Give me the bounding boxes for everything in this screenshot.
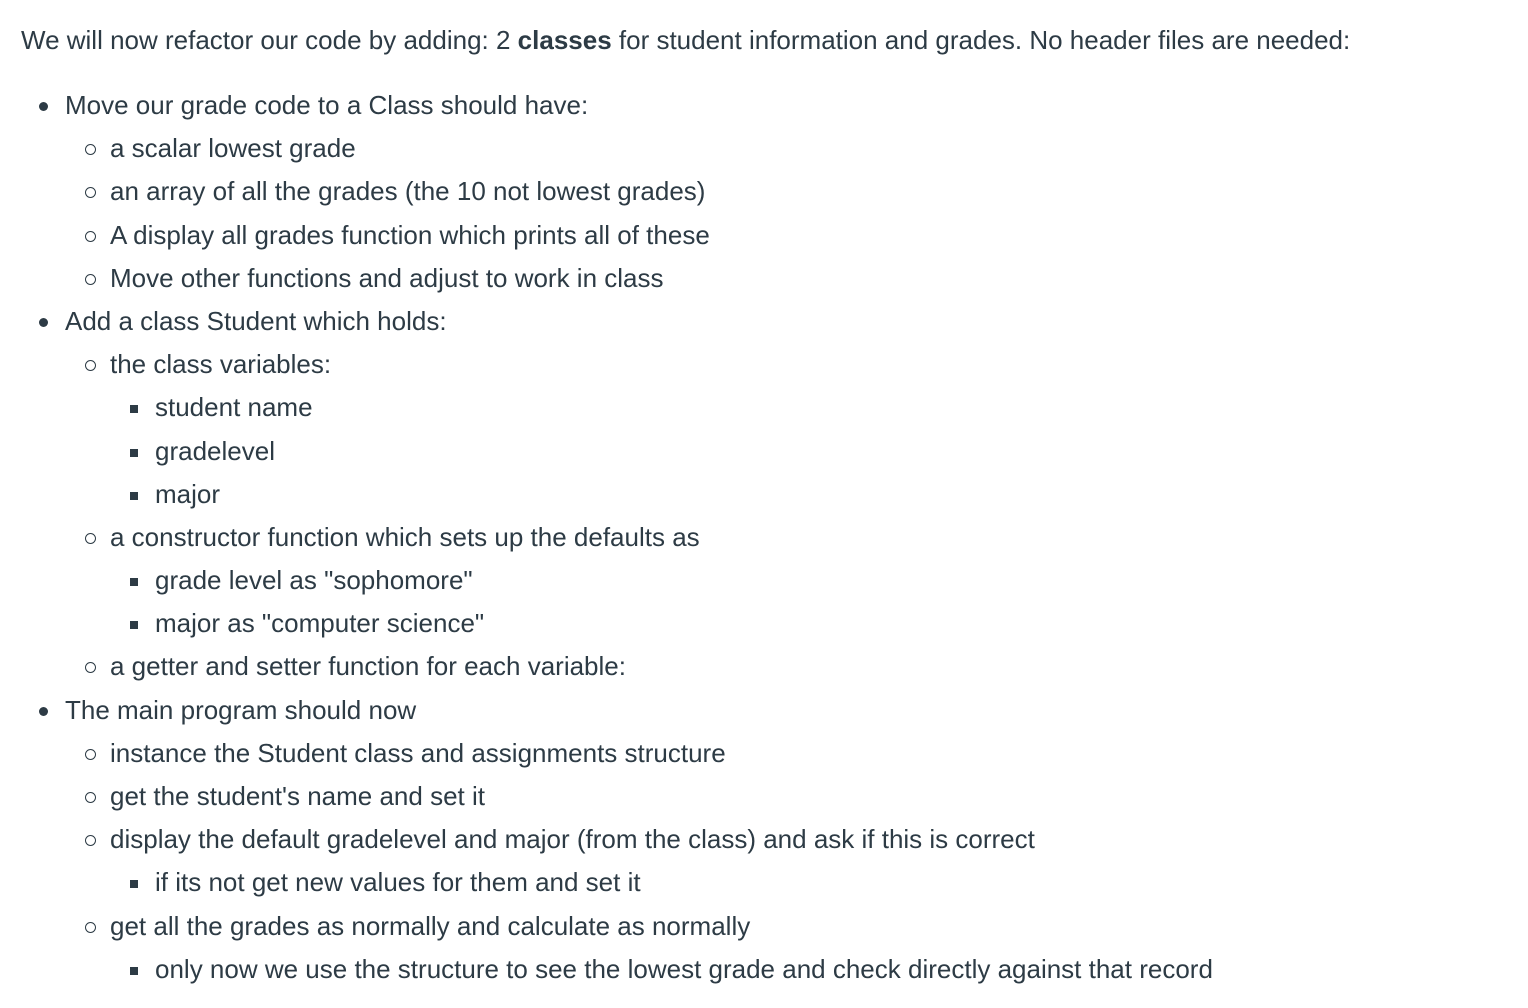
square-bullet-icon	[130, 621, 138, 629]
circle-bullet-icon	[85, 187, 96, 198]
circle-bullet-icon	[85, 144, 96, 155]
square-bullet-icon	[130, 405, 138, 413]
circle-bullet-icon	[85, 749, 96, 760]
square-bullet-icon	[130, 967, 138, 975]
circle-bullet-icon	[85, 662, 96, 673]
intro-paragraph	[21, 20, 1350, 60]
square-bullet-icon	[130, 880, 138, 888]
square-bullet-icon	[130, 578, 138, 586]
intro-text-after: for student information and grades. No header files are needed:	[611, 25, 1351, 55]
disc-bullet-icon	[39, 102, 48, 111]
circle-bullet-icon	[85, 274, 96, 285]
disc-bullet-icon	[39, 318, 48, 327]
circle-bullet-icon	[85, 231, 96, 242]
square-bullet-icon	[130, 492, 138, 500]
circle-bullet-icon	[85, 533, 96, 544]
intro-bold-classes: classes	[517, 25, 612, 55]
circle-bullet-icon	[85, 792, 96, 803]
circle-bullet-icon	[85, 835, 96, 846]
circle-bullet-icon	[85, 360, 96, 371]
circle-bullet-icon	[85, 922, 96, 933]
intro-text-before: We will now refactor our code by adding: 2	[21, 25, 518, 55]
disc-bullet-icon	[39, 707, 48, 716]
square-bullet-icon	[130, 449, 138, 457]
